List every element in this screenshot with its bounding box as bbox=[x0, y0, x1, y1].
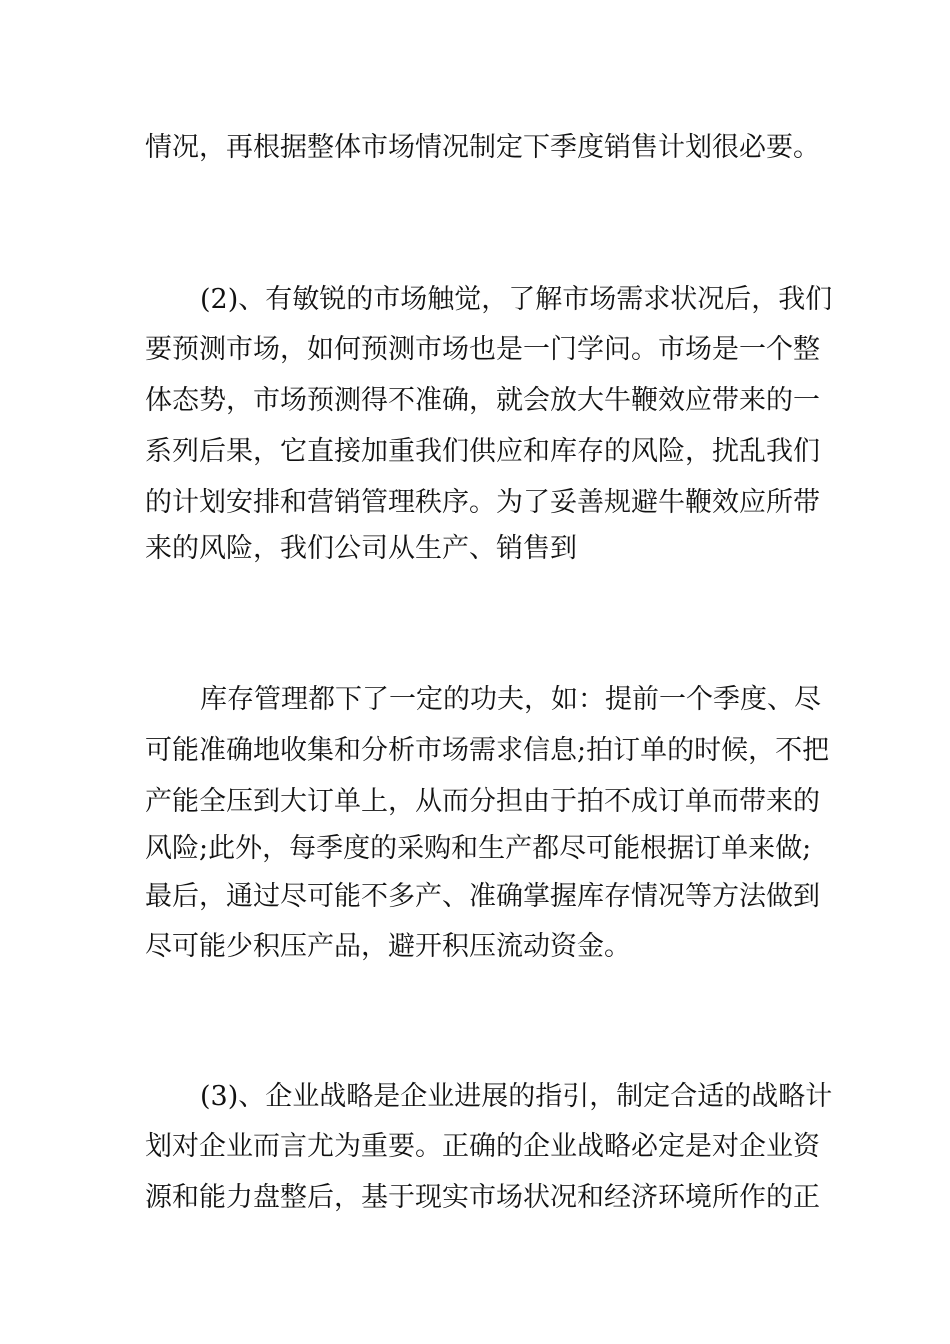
paragraph-line: 库存管理都下了一定的功夫，如：提前一个季度、尽 bbox=[200, 684, 821, 715]
paragraph-line: 尽可能少积压产品，避开积压流动资金。 bbox=[145, 931, 631, 962]
paragraph-line: 产能全压到大订单上，从而分担由于拍不成订单而带来的 bbox=[145, 786, 820, 817]
paragraph-line: 源和能力盘整后，基于现实市场状况和经济环境所作的正 bbox=[145, 1182, 820, 1213]
paragraph-line: 的计划安排和营销管理秩序。为了妥善规避牛鞭效应所带 bbox=[145, 487, 820, 518]
paragraph-line: 划对企业而言尤为重要。正确的企业战略必定是对企业资 bbox=[145, 1131, 820, 1162]
paragraph-line: 可能准确地收集和分析市场需求信息;拍订单的时候，不把 bbox=[145, 735, 830, 766]
paragraph-line: 系列后果，它直接加重我们供应和库存的风险，扰乱我们 bbox=[145, 436, 820, 467]
paragraph-line: (3)、企业战略是企业进展的指引，制定合适的战略计 bbox=[200, 1081, 833, 1112]
paragraph-line: (2)、有敏锐的市场触觉，了解市场需求状况后，我们 bbox=[200, 284, 833, 315]
paragraph-line: 情况，再根据整体市场情况制定下季度销售计划很必要。 bbox=[145, 132, 820, 163]
paragraph-line: 风险;此外，每季度的采购和生产都尽可能根据订单来做; bbox=[145, 833, 812, 864]
paragraph-line: 最后，通过尽可能不多产、准确掌握库存情况等方法做到 bbox=[145, 881, 820, 912]
paragraph-line: 体态势，市场预测得不准确，就会放大牛鞭效应带来的一 bbox=[145, 385, 820, 416]
paragraph-line: 要预测市场，如何预测市场也是一门学问。市场是一个整 bbox=[145, 334, 820, 365]
paragraph-line: 来的风险，我们公司从生产、销售到 bbox=[145, 533, 577, 564]
